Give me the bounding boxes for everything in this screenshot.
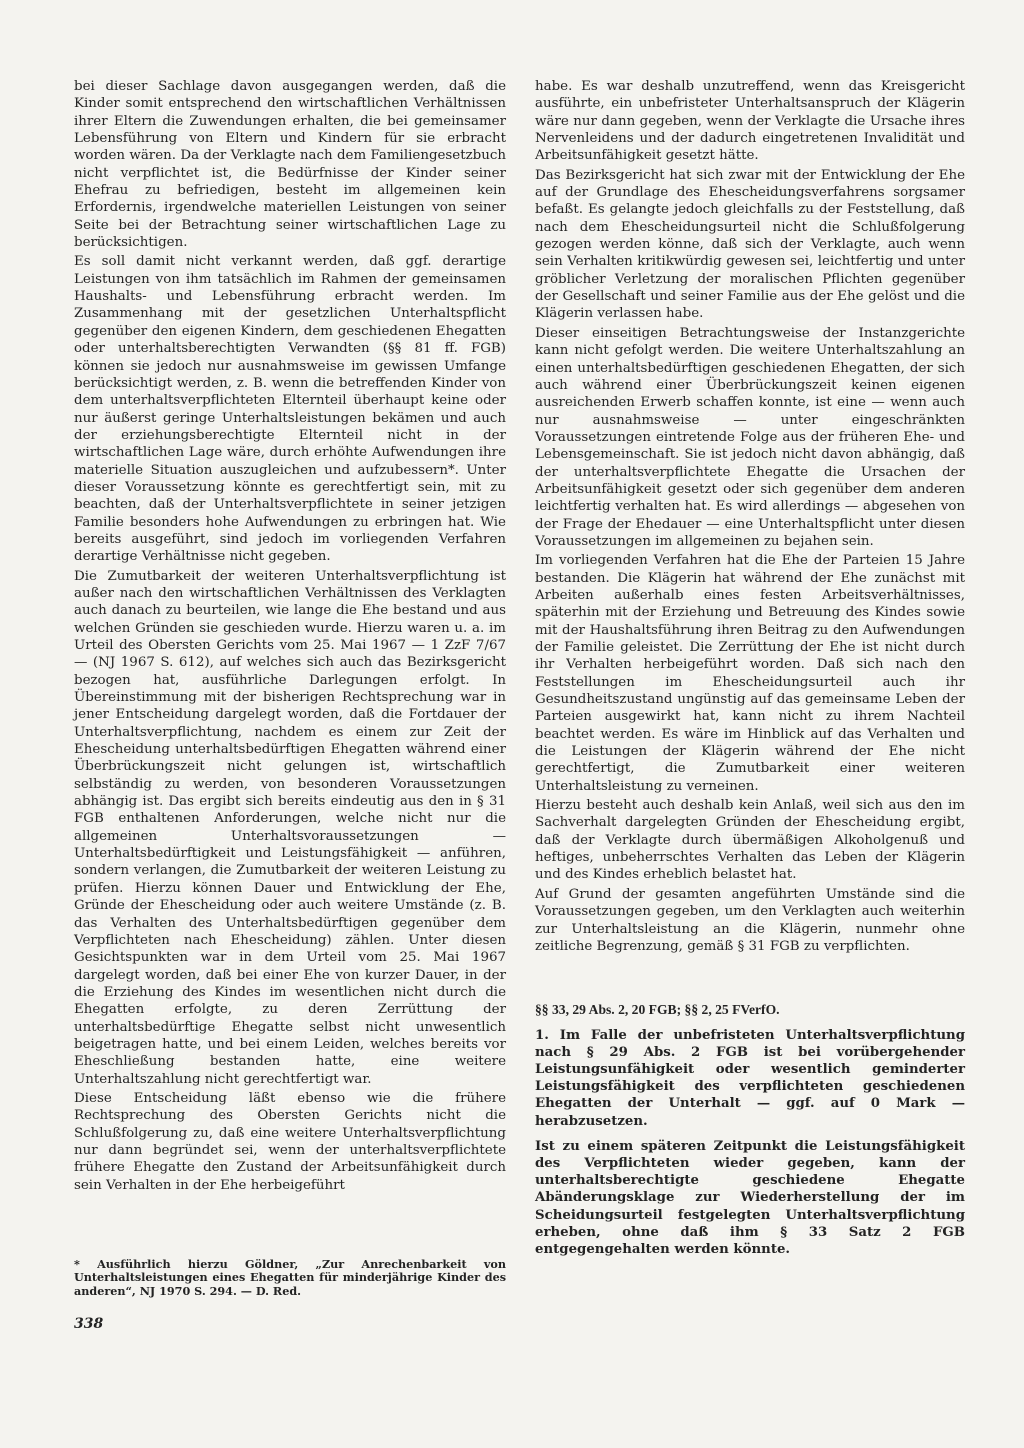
section-spacer xyxy=(535,957,965,1001)
decision-heading: §§ 33, 29 Abs. 2, 20 FGB; §§ 2, 25 FVerfO. xyxy=(535,1002,780,1018)
page-number: 338 xyxy=(74,1316,104,1332)
paragraph: Diese Entscheidung läßt ebenso wie die frühere Rechtsprechung des Obersten Gerichts nicht die Schlußfolgerung zu, daß eine weitere Unterhaltsverpflichtung nur dann begründet sei, wenn der unterhaltsverpflichtete frühere Ehegatte den Zustand der Arbeitsunfähigkeit durch sein Verhalten in der Ehe herbeigeführt xyxy=(74,1090,506,1193)
left-column xyxy=(74,78,506,1196)
paragraph: bei dieser Sachlage davon ausgegangen werden, daß die Kinder somit entsprechend den wirtschaftlichen Verhältnissen ihrer Eltern die Zuwendungen erhalten, die bei gemeinsamer Lebensführung von Eltern und Kindern für sie erbracht worden wären. Da der Verklagte nach dem Familiengesetzbuch nicht verpflichtet ist, die Bedürfnisse der Kinder seiner Ehefrau zu befriedigen, besteht im allgemeinen kein Erfordernis, irgendwelche materiellen Leistungen von seiner Seite bei der Betrachtung seiner wirtschaftlichen Lage zu berücksichtigen. xyxy=(74,79,506,251)
paragraph: habe. Es war deshalb unzutreffend, wenn das Kreisgericht ausführte, ein unbefristeter Unterhaltsanspruch der Klägerin wäre nur dann gegeben, wenn der Verklagte die Ursache ihres Nervenleidens und der dadurch eingetretenen Invalidität und Arbeitsunfähigkeit gesetzt hätte. xyxy=(535,79,965,164)
paragraph: Hierzu besteht auch deshalb kein Anlaß, weil sich aus den im Sachverhalt dargelegten Gründen der Ehescheidung ergibt, daß der Verklagte durch übermäßigen Alkoholgenuß und heftiges, unbeherrschtes Verhalten das Leben der Klägerin und des Kindes erheblich belastet hat. xyxy=(535,798,965,883)
paragraph: Das Bezirksgericht hat sich zwar mit der Entwicklung der Ehe auf der Grundlage des Ehescheidungsverfahrens sorgsamer befaßt. Es gelangte jedoch gleichfalls zu der Feststellung, daß nach dem Ehescheidungsurteil nicht die Schlußfolgerung gezogen werden könne, daß sich der Verklagte, auch wenn sein Verhalten kritikwürdig gewesen sei, leichtfertig und unter gröblicher Verletzung der moralischen Pflichten gegenüber der Gesellschaft und seiner Familie aus der Ehe gelöst und die Klägerin verlassen habe. xyxy=(535,167,965,322)
paragraph: Dieser einseitigen Betrachtungsweise der Instanzgerichte kann nicht gefolgt werden. Die weitere Unterhaltszahlung an einen unterhaltsbedürftigen geschiedenen Ehegatten, der sich auch während einer Überbrückungszeit keinen eigenen ausreichenden Erwerb schaffen konnte, ist eine — wenn auch nur ausnahmsweise — unter eingeschränkten Voraussetzungen eintretende Folge aus der früheren Ehe- und Lebensgemeinschaft. Sie ist jedoch nicht davon abhängig, daß der unterhaltsverpflichtete Ehegatte die Ursachen der Arbeitsunfähigkeit gesetzt oder sich gegenüber dem anderen leichtfertig verhalten hat. Es wird allerdings — abgesehen von der Frage der Ehedauer — eine Unterhaltspflicht unter diesen Voraussetzungen im allgemeinen zu bejahen sein. xyxy=(535,325,965,549)
headnote: Ist zu einem späteren Zeitpunkt die Leistungsfähigkeit des Verpflichteten wieder gegeben, kann der unterhaltsberechtigte geschiedene Ehegatte Abänderungsklage zur Wiederherstellung der im Scheidungsurteil festgelegten Unterhaltsverpflichtung erheben, ohne daß ihm § 33 Satz 2 FGB entgegengehalten werden könnte. xyxy=(535,1138,965,1257)
right-column xyxy=(535,78,965,1260)
headnote: 1. Im Falle der unbefristeten Unterhaltsverpflichtung nach § 29 Abs. 2 FGB ist bei vorübergehender Leistungsunfähigkeit oder wesentlich geminderter Leistungsfähigkeit des verpflichteten geschiedenen Ehegatten der Unterhalt — ggf. auf 0 Mark — herabzusetzen. xyxy=(535,1027,965,1129)
footnote: * Ausführlich hierzu Göldner, „Zur Anrechenbarkeit von Unterhaltsleistungen eines Ehegatten für minderjährige Kinder des anderen“, NJ 1970 S. 294. — D. Red. xyxy=(74,1257,506,1298)
paragraph: Im vorliegenden Verfahren hat die Ehe der Parteien 15 Jahre bestanden. Die Klägerin hat während der Ehe zunächst mit Arbeiten außerhalb eines festen Arbeitsverhältnisses, späterhin mit der Erziehung und Betreuung des Kindes sowie mit der Haushaltsführung ihren Beitrag zu den Aufwendungen der Familie geleistet. Die Zerrüttung der Ehe ist nicht durch ihr Verhalten herbeigeführt worden. Daß sich nach den Feststellungen im Ehescheidungsurteil auch ihr Gesundheitszustand ungünstig auf das gemeinsame Leben der Parteien ausgewirkt hat, kann nicht zu ihrem Nachteil beachtet werden. Es wäre im Hinblick auf das Verhalten und die Leistungen der Klägerin während der Ehe nicht gerechtfertigt, die Zumutbarkeit einer weiteren Unterhaltsleistung zu verneinen. xyxy=(535,553,965,794)
paragraph: Es soll damit nicht verkannt werden, daß ggf. derartige Leistungen von ihm tatsächlich im Rahmen der gemeinsamen Haushalts- und Lebensführung erbracht werden. Im Zusammenhang mit der gesetzlichen Unterhaltspflicht gegenüber den eigenen Kindern, dem geschiedenen Ehegatten oder unterhaltsberechtigten Verwandten (§§ 81 ff. FGB) können sie jedoch nur ausnahmsweise im gewissen Umfange berücksichtigt werden, z. B. wenn die betreffenden Kinder von dem unterhaltsverpflichteten Elternteil überhaupt keine oder nur äußerst geringe Unterhaltsleistungen bekämen und auch der erziehungsberechtigte Elternteil nicht in der wirtschaftlichen Lage wäre, durch erhöhte Aufwendungen ihre materielle Situation auszugleichen und aufzubessern*. Unter dieser Voraussetzung könnte es gerechtfertigt sein, mit zu beachten, daß der Unterhaltsverpflichtete in seiner jetzigen Familie besonders hohe Aufwendungen zu erbringen hat. Wie bereits ausgeführt, sind jedoch im vorliegenden Verfahren derartige Verhältnisse nicht gegeben. xyxy=(74,254,506,565)
paragraph: Auf Grund der gesamten angeführten Umstände sind die Voraussetzungen gegeben, um den Verklagten auch weiterhin zur Unterhaltsleistung an die Klägerin, nunmehr ohne zeitliche Begrenzung, gemäß § 31 FGB zu verpflichten. xyxy=(535,886,965,954)
paragraph: Die Zumutbarkeit der weiteren Unterhaltsverpflichtung ist außer nach den wirtschaftlichen Verhältnissen des Verklagten auch danach zu beurteilen, wie lange die Ehe bestand und aus welchen Gründen sie geschieden wurde. Hierzu waren u. a. im Urteil des Obersten Gerichts vom 25. Mai 1967 — 1 ZzF 7/67 — (NJ 1967 S. 612), auf welches sich auch das Bezirksgericht bezogen hat, ausführliche Darlegungen erfolgt. In Übereinstimmung mit der bisherigen Rechtsprechung war in jener Entscheidung dargelegt worden, daß die Fortdauer der Unterhaltsverpflichtung, nachdem es einem zur Zeit der Ehescheidung unterhaltsbedürftigen Ehegatten während einer Überbrückungszeit nicht gelungen ist, wirtschaftlich selbständig zu werden, von besonderen Voraussetzungen abhängig ist. Das ergibt sich bereits eindeutig aus den in § 31 FGB enthaltenen Anforderungen, welche nicht nur die allgemeinen Unterhaltsvoraussetzungen — Unterhaltsbedürftigkeit und Leistungsfähigkeit — anführen, sondern verlangen, die Zumutbarkeit der weiteren Leistung zu prüfen. Hierzu können Dauer und Entwicklung der Ehe, Gründe der Ehescheidung oder auch weitere Umstände (z. B. das Verhalten des Unterhaltsbedürftigen gegenüber dem Verpflichteten nach Ehescheidung) zählen. Unter diesen Gesichtspunkten war in dem Urteil vom 25. Mai 1967 dargelegt worden, daß bei einer Ehe von kurzer Dauer, in der die Erziehung des Kindes im wesentlichen nicht durch die Ehegatten erfolgte, zu deren Zerrüttung der unterhaltsbedürftige Ehegatte selbst nicht unwesentlich beigetragen hatte, und bei einem Leiden, welches bereits vor Eheschließung bestanden hatte, eine weitere Unterhaltszahlung nicht gerechtfertigt war. xyxy=(74,568,506,1087)
